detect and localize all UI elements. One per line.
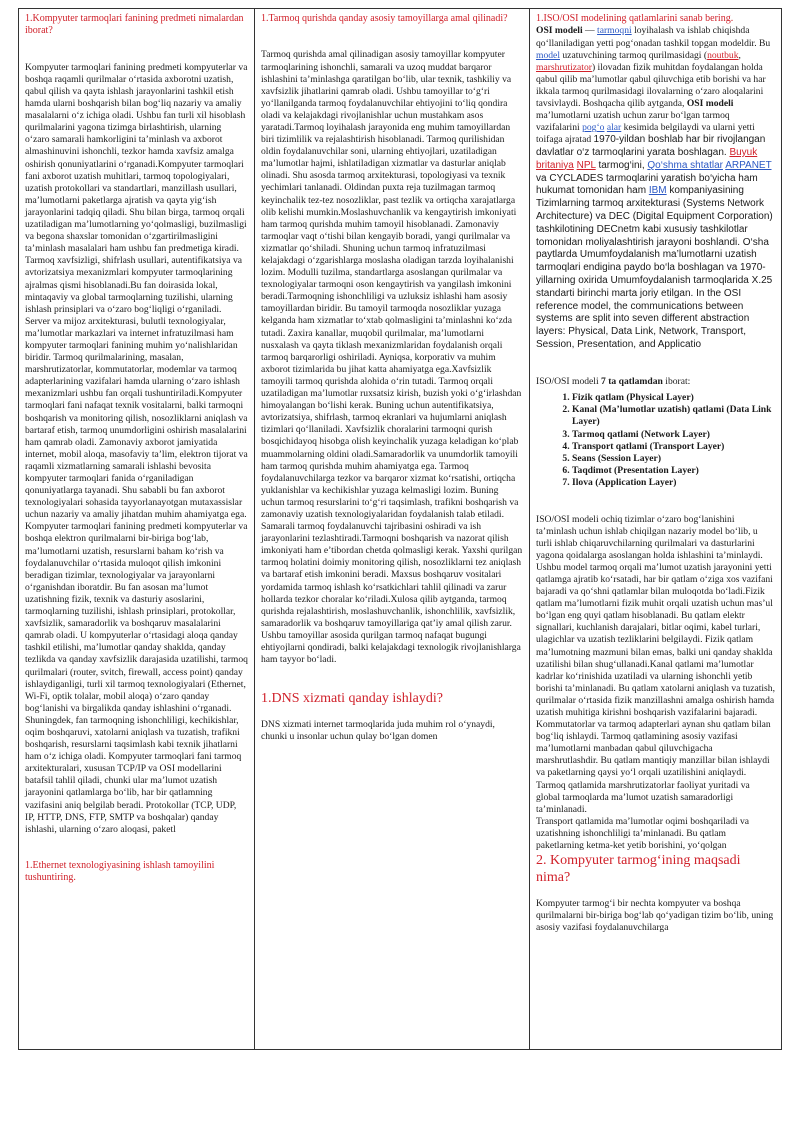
alar-link[interactable]: alar: [606, 122, 622, 134]
list-item: 7. Ilova (Application Layer): [572, 477, 775, 489]
question-heading: 1.DNS xizmati qanday ishlaydi?: [261, 691, 443, 707]
text-run: CYCLADES tarmoqlarini yaratish bo‘yicha ham hukumat tomonidan ham: [536, 172, 758, 197]
answer-paragraph: DNS xizmati internet tarmoqlarida juda muhim rol o‘ynaydi, chunki u insonlar uchun qulay bo‘lgan domen: [261, 719, 495, 743]
osi-term: OSI modeli: [536, 25, 583, 37]
text-run: ,: [738, 49, 741, 61]
osi-layers-list: [536, 392, 775, 490]
layers-intro: [536, 376, 775, 388]
question-heading: 1.ISO/OSI modelining qatlamlarini sanab bering.: [536, 13, 734, 24]
column-1: [18, 9, 254, 1049]
answer-paragraph: Kompyuter tarmoqlari fanining predmeti kompyuterlar va boshqa raqamli qurilmalar o‘rtasida axborotni uzatish, qabul qilish va qayta ishlash jarayonlarini tashkil etish hamda ularni boshqarish bilan bog‘liq nazariy va amaliy masalalarni o‘z ichiga oladi. Ushbu fan turli xil hisoblash qurilmalarini yagona tizimga birlashtirish, ularning o‘zaro samarali hamkorligini ta’minlash va axborot almashinuvini ishonchli, tezkor hamda xavfsiz amalga oshirish qonuniyatlarini o‘rganadi.Kompyuter tarmoqlari fani axborot uzatish muhitlari, tarmoq topologiyalari, uzatish protokollari va standartlari, manzillash usullari, ma’lumotlarni paketlarga ajratish va qayta yig‘ish jarayonlarini tadqiq qiladi. Shu bilan birga, tarmoq orqali uzatiladigan ma’lumotlarning yo‘qolmasligi, buzilmasligi va begona shaxslar tomonidan o‘zgartirilmasligini ta’minlash masalalari ham ushbu fan predmetiga kiradi. Tarmoq xavfsizligi, shifrlash usullari, autentifikatsiya va avtorizatsiya mexanizmlari kompyuter tarmoqlarining ajralmas qismi hisoblanadi.Bu fan doirasida lokal, mintaqaviy va global tarmoqlarning tuzilishi, ularning ishlash prinsiplari va o‘zaro bog‘liqligi o‘rganiladi. Server va mijoz arxitekturasi, bulutli texnologiyalar, ma’lumotlar markazlari va internet infratuzilmasi ham kompyuter tarmoqlari fanining muhim yo‘nalishlaridan biridir. Tarmoq qurilmalarining, masalan, marshrutizatorlar, kommutatorlar, modemlar va tarmoq adapterlarining vazifalari hamda ularning o‘zaro ishlash mexanizmlari ushbu fan orqali tushuntiriladi.Kompyuter tarmoqlari fani nafaqat texnik vositalarni, balki tarmoqni boshqarish va monitoring qilish, nosozliklarni aniqlash va bartaraf etish, tarmoq unumdorligini oshirish masalalarini ham qamrab oladi. Zamonaviy axborot jamiyatida internet, mobil aloqa, masofaviy ta’lim, elektron tijorat va raqamli xizmatlarning samarali ishlashi bevosita kompyuter tarmoqlari fanida o‘rganiladigan qonuniyatlarga tayanadi. Shu sababli bu fan axborot texnologiyalari sohasida tayyorlanayotgan mutaxassislar uchun nazariy va amaliy jihatdan muhim ahamiyatga ega. Kompyuter tarmoqlari fanining predmeti kompyuterlar va boshqa elektron qurilmalarni bir-biriga bog‘lab, ma’lumotlarni uzatish, resurslarni baham ko‘rish va foydalanuvchilar o‘rtasida muloqot qilish imkonini beradigan tizimlar, texnologiyalar va jarayonlarni o‘rganishdan iboratdir. Bu fan asosan ma’lumot uzatishning fizik, texnik va dasturiy asoslarini, tarmoqlarning tuzilishi, ishlash prinsiplari, protokollar, xavfsizlik, samaradorlik va boshqaruv masalalarini qamrab oladi. U kompyuterlar o‘rtasidagi aloqa qanday tashkil etilishi, ma’lumotlar qanday shaklda, qanday tezlikda va qanday xavfsizlik darajasida uzatilishi, tarmoq qurilmalari (router, svitch, firewall, access point) qanday ishlaydiganligi, turli xil tarmoq texnologiyalari (Ethernet, Wi-Fi, optik tolalar, mobil aloqa) o‘zaro qanday bog‘lanishi va birgalikda qanday ishlashini o‘rganadi. Shuningdek, fan tarmoqning ishonchliligi, kechikishlar, oqim boshqaruvi, xatolarni aniqlash va tuzatish, trafikni boshqarish, resurslarni taqsimlash kabi texnik jihatlarni ham o‘z ichiga oladi. Kompyuter tarmoqlari fani tarmoq arxitekturalari, xususan TCP/IP va OSI modellarini batafsil tahlil qiladi, chunki ular ma’lumot uzatish jarayonini qatlamlarga bo‘lib, har bir qatlamning vazifasini aniq belgilab beradi. Protokollar (TCP, UDP, IP, HTTP, DNS, FTP, SMTP va boshqalar) qanday ishlashi, ularning o‘zaro aloqasi, paketl: [25, 61, 248, 835]
text-run: ma’lumotlarni uzatish uchun zarur bo‘lgan tarmoq vazifalarini: [536, 110, 730, 134]
spacer: [25, 836, 248, 860]
answer-paragraph: Tarmoq qurishda amal qilinadigan asosiy tamoyillar kompyuter tarmoqlarining ishonchli, samarali va uzoq muddat barqaror ishlashini ta’minlashga qaratilgan bo‘lib, ular texnik, tashkiliy va xavfsizlik jihatlarini qamrab oladi. Ushbu tamoyillar to‘g‘ri yo‘llanilganda tarmoq foydalanuvchilar ehtiyojini to‘liq qondira oladi va kelajakdagi rivojlanishlar uchun mustahkam asos yaratadi.Tarmoq loyihalash jarayonida eng muhim tamoyillardan biri tizimlilik va rejalashtirish hisoblanadi. Tarmoq qurilishidan oldin foydalanuvchilar soni, ularning ehtiyojlari, uzatiladigan ma’lumotlar hajmi, ishlatiladigan xizmatlar va dasturlar aniqlab olinadi. Shu asosda tarmoq arxitekturasi, topologiyasi va texnik yechimlari tanlanadi. Oldindan puxta reja tuzilmagan tarmoq keyinchalik tez-tez nosozliklar, past tezlik va ortiqcha xarajatlarga olib kelishi mumkin.Moslashuvchanlik va kengaytirish imkoniyati ham tarmoq qurishda muhim tamoyil hisoblanadi. Zamonaviy tarmoqlar vaqt o‘tishi bilan kengayib boradi, yangi qurilmalar va xizmatlar qo‘shiladi. Shuning uchun tarmoq infratuzilmasi kelajakdagi o‘zgarishlarga moslasha oladigan tarzda loyihalanishi lozim. Modulli tuzilma, standartlarga asoslangan qurilmalar va texnologiyalar tarmoqni oson kengaytirish va yangilash imkonini beradi.Tarmoqning ishonchliligi va uzluksiz ishlashi ham asosiy tamoyillardan biridir. Bu tamoyil tarmoqda nosozliklar yuzaga kelganda ham xizmatlar to‘xtab qolmasligini ta’minlashni ko‘zda tutadi. Zaxira kanallar, muqobil qurilmalar, ma’lumotlarni nusxalash va qayta tiklash mexanizmlaridan foydalanish orqali tarmoq barqarorligi oshiriladi. Ayniqsa, korporativ va muhim axborot tizimlarida bu jihat katta ahamiyatga ega.Xavfsizlik tamoyili tarmoq qurishda alohida o‘rin tutadi. Tarmoq orqali uzatiladigan ma’lumotlar ruxsatsiz kirish, buzish yoki o‘g‘irlashdan himoyalangan bo‘lishi kerak. Buning uchun autentifikatsiya, avtorizatsiya, shifrlash, tarmoq ekranlari va hujumlarni aniqlash tizimlari qo‘llaniladi. Xavfsizlik choralarini tarmoqni qurish bosqichidayoq hisobga olish keyinchalik yuzaga keladigan ko‘plab muammolarning oldini oladi.Samaradorlik va unumdorlik tamoyili ham tarmoq qurishda muhim ahamiyatga ega. Tarmoq foydalanuvchilarga tezkor va barqaror xizmat ko‘rsatishi, ortiqcha yuklanishlar va kechikishlar yuzaga kelmasligi lozim. Buning uchun tarmoq resurslarini to‘g‘ri taqsimlash, trafikni boshqarish va zamonaviy uzatish texnologiyalaridan foydalanish talab etiladi. Samarali tarmoq foydalanuvchi tajribasini oshiradi va ish jarayonlarini tezlashtiradi.Tarmoqni boshqarish va nazorat qilish imkoniyati ham e’tibordan chetda qolmasligi kerak. Yaxshi qurilgan tarmoq holatini doimiy monitoring qilish, nosozliklarni tez aniqlash va bartaraf etish imkonini beradi. Maxsus boshqaruv vositalari yordamida tarmoq ishlash ko‘rsatkichlari tahlil qilinadi va zarur hollarda tezkor choralar ko‘riladi.Xulosa qilib aytganda, tarmoq qurishda rejalashtirish, moslashuvchanlik, ishonchlilik, xavfsizlik, samaradorlik va boshqaruv tamoyillariga qat’iy amal qilish zarur. Ushbu tamoyillar asosida qurilgan tarmoq nafaqat bugungi ehtiyojlarni qondiradi, balki kelajakdagi texnologik rivojlanishlarga ham tayyor bo‘ladi.: [261, 49, 523, 666]
text-run: iborat:: [662, 375, 691, 387]
qoshma-shtatlar-link[interactable]: Qo‘shma shtatlar: [647, 159, 723, 171]
arpanet-link[interactable]: ARPANET: [725, 159, 772, 171]
spacer: [261, 707, 523, 719]
text-run: ISO/OSI modeli: [536, 375, 602, 387]
column-2: [254, 9, 529, 1049]
osi-term: OSI modeli: [686, 97, 734, 109]
list-item: 3. Tarmoq qatlami (Network Layer): [572, 429, 775, 441]
list-item: 6. Taqdimot (Presentation Layer): [572, 465, 775, 477]
question-heading: 1.Kompyuter tarmoqlari fanining predmeti nimalardan iborat?: [25, 13, 244, 37]
marshrutizator-link[interactable]: marshrutizator: [536, 61, 592, 73]
spacer: [25, 38, 248, 62]
question-heading: 1.Ethernet texnologiyasining ishlash tamoyilini tushuntiring.: [25, 859, 215, 884]
spacer: [536, 886, 775, 898]
spacer: [536, 490, 775, 514]
spacer: [261, 25, 523, 49]
buyuk-britaniya-link[interactable]: Buyuk britaniya: [536, 147, 758, 171]
answer-paragraph: ISO/OSI modeli ochiq tizimlar o‘zaro bog‘lanishini ta’minlash uchun ishlab chiqilgan nazariy model bo‘lib, u turli ishlab chiqaruvchilarning qurilmalari va dasturlarini yagona qoidalarga asoslangan holda ishlashini ta’minlaydi. Ushbu model tarmoq orqali ma’lumot uzatish jarayonini yetti qatlamga ajratib ko‘rsatadi, har bir qatlam o‘ziga xos vazifani bajaradi va qo‘shni qatlamlar bilan muloqotda bo‘ladi.Fizik qatlam ma’lumotlarni fizik muhit orqali uzatish uchun mas’ul bo‘lgan eng quyi qatlam hisoblanadi. Bu qatlam elektr signallari, kuchlanish darajalari, bitlar oqimi, kabel turlari, ulagichlar va uzatish tezliklarini belgilaydi. Fizik qatlam ma’lumotning mazmuni bilan emas, balki uni qanday shaklda uzatilishi bilan shug‘ullanadi.Kanal qatlami ma’lumotlar kadrlar ko‘rinishida uzatiladi va ularning ishonchli yetib borishi ta’minlanadi. Bu qatlam xatolarni aniqlash va tuzatish, qurilmalar o‘rtasida fizik manzillashni amalga oshirish hamda uzatish muhitiga kirishni boshqarish vazifalarini bajaradi. Kommutatorlar va tarmoq adapterlari aynan shu qatlam bilan bog‘liq ishlaydi. Tarmoq qatlamining asosiy vazifasi ma’lumotlarni manbadan qabul qiluvchigacha marshrutlashdir. Bu qatlam mantiqiy manzillar bilan ishlaydi va paketlarning qaysi yo‘l orqali uzatilishini aniqlaydi. Tarmoq qatlamida marshrutizatorlar faoliyat yuritadi va global tarmoqlarda ma’lumot uzatish samaradorligi ta’minlanadi.: [536, 513, 775, 815]
spacer: [536, 352, 775, 376]
list-item: 2. Kanal (Ma’lumotlar uzatish) qatlami (Data Link Layer): [572, 404, 775, 428]
text-run: loyihalash va ishlab chiqishda qo‘llaniladigan yetti pog‘onadan tashkil topgan modeldir. Bu: [536, 25, 771, 49]
ibm-link[interactable]: IBM: [648, 185, 667, 197]
document-page: [18, 8, 782, 1050]
answer-paragraph: Transport qatlamida ma’lumotlar oqimi boshqariladi va uzatishning ishonchliligi ta’minlanadi. Bu qatlam paketlarning ketma-ket yetib borishini, yo‘qolgan: [536, 815, 750, 852]
spacer: [261, 666, 523, 690]
text-run: uzatuvchining tarmoq qurilmasidagi (: [559, 49, 708, 61]
tarmoq-link[interactable]: tarmoqni: [597, 25, 632, 37]
answer-paragraph: Kompyuter tarmog‘i bir nechta kompyuter va boshqa qurilmalarni bir-biriga bog‘lab qo‘yadigan tizim bo‘lib, uning asosiy vazifasi foydalanuvchilarga: [536, 898, 774, 934]
text-run: kompaniyasining Tizimlarning tarmoq arxitekturasi (Systems Network Architecture) va DEC (Digital Equipment Corporation) tashkilotining DECnetm kabi xususiy tashkilotlar tomonidan moliyalashtirish jarayoni boshlandi. O‘sha paytlarda Umumfoydalanish ma’lumotlarni uzatish tarmoqlari endigina paydo bo‘la boshlagan va 1970-yillarning oxirida Umumfoydalanish tarmoqlarida X.25 standarti birinchi marta joriy etilgan. In the OSI reference model, the communications between systems are split into seven different abstraction layers: Physical, Data Link, Network, Transport, Session, Presentation, and Applicatio: [536, 185, 773, 350]
question-heading: 1.Tarmoq qurishda qanday asosiy tamoyillarga amal qilinadi?: [261, 13, 508, 24]
column-3: [529, 9, 782, 1049]
list-item: 4. Transport qatlami (Transport Layer): [572, 441, 775, 453]
list-item: 1. Fizik qatlam (Physical Layer): [572, 392, 775, 404]
list-item: 5. Seans (Session Layer): [572, 453, 775, 465]
text-run: va: [536, 172, 550, 184]
noutbuk-link[interactable]: noutbuk: [707, 49, 739, 61]
model-link[interactable]: model: [536, 49, 560, 61]
text-run: —: [582, 25, 598, 37]
text-run: 1970-yildan boshlab har bir rivojlangan davlatlar o‘z tarmoqlarini yarata boshlagan.: [536, 134, 766, 159]
npl-link[interactable]: NPL: [576, 159, 596, 171]
layers-count: 7 ta qatlamdan: [601, 375, 663, 387]
osi-definition-paragraph: [536, 25, 775, 351]
text-run: kesimida belgilaydi va ularni yetti toifaga ajratad: [536, 122, 755, 146]
text-run: ) ilovadan fizik muhitdan foydalangan holda qabul qilib ma’lumotlar qabul qiluvchiga etib borishi va har ikkala tarmoq qurilmasidagi ilovalarning o‘zaro aloqalarini tavsivlaydi. Boshqacha qilib aytganda,: [536, 61, 766, 109]
question-heading: 2. Kompyuter tarmog‘ining maqsadi nima?: [536, 853, 741, 886]
text-run: tarmog‘ini,: [595, 159, 648, 171]
pogona-link[interactable]: pog‘o: [582, 122, 605, 134]
